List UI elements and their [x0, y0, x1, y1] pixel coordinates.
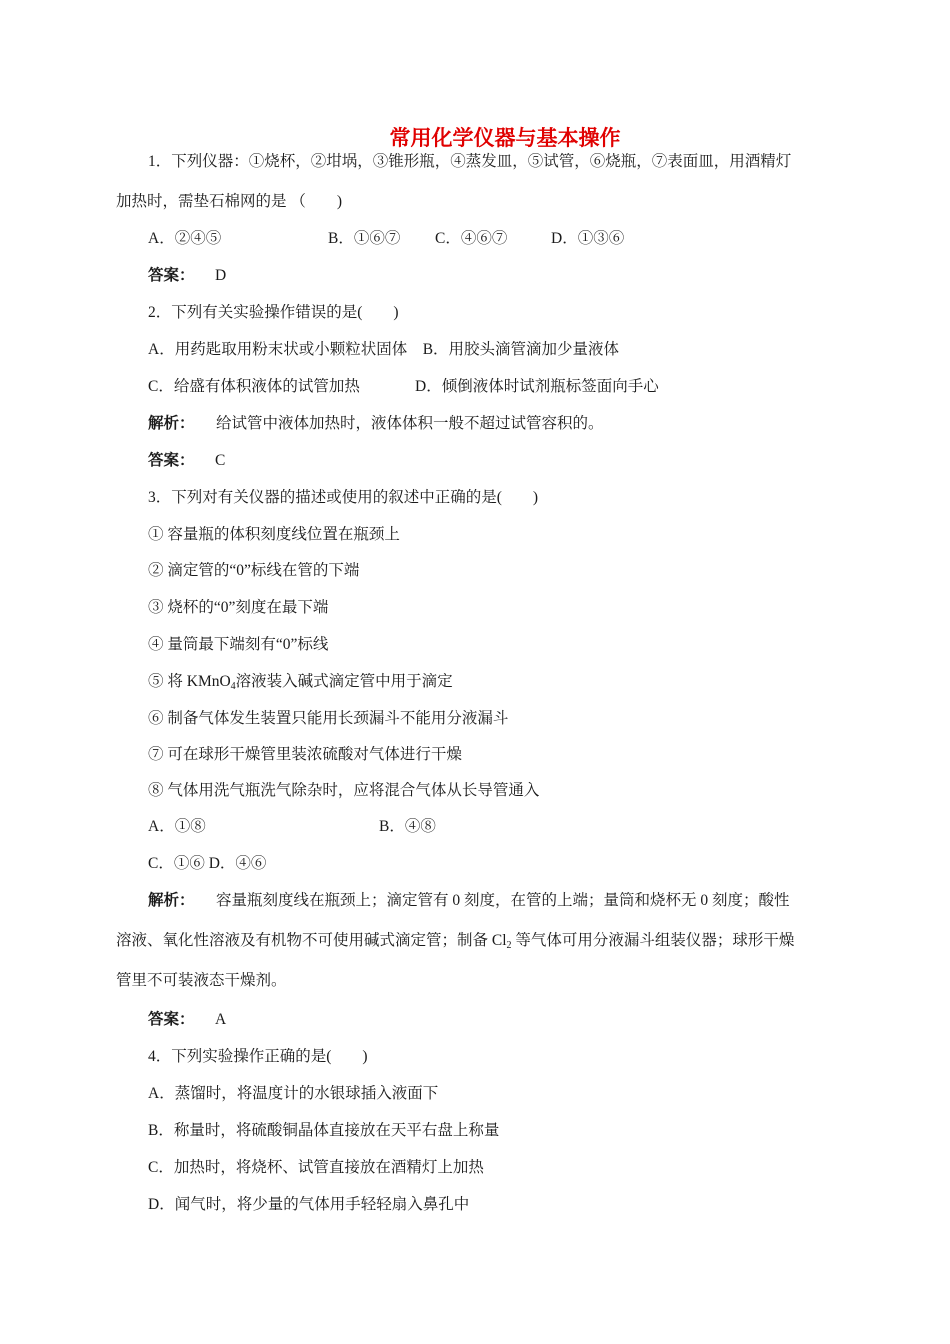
- q2-option-ab: A．用药匙取用粉末状或小颗粒状固体 B．用胶头滴管滴加少量液体: [148, 341, 620, 358]
- q2-option-c: C．给盛有体积液体的试管加热: [148, 378, 360, 395]
- q3-option-cd: C．①⑥ D．④⑥: [148, 855, 267, 872]
- q4-option-c: C．加热时，将烧杯、试管直接放在酒精灯上加热: [148, 1159, 484, 1176]
- q3-analysis-line2-tail: 等气体可用分液漏斗组装仪器；球形干燥: [511, 932, 795, 949]
- q2-analysis-label: 解析：: [148, 415, 195, 432]
- q2-stem: 2．下列有关实验操作错误的是( ): [148, 304, 399, 321]
- q1-option-d: D．①③⑥: [551, 230, 625, 247]
- q3-item-5-subscript: 4: [230, 681, 236, 692]
- q2-answer-label: 答案：: [148, 452, 195, 469]
- q1-stem-line1: 1．下列仪器：①烧杯，②坩埚，③锥形瓶，④蒸发皿，⑤试管，⑥烧瓶，⑦表面皿，用酒精灯: [148, 153, 792, 170]
- q3-stem: 3．下列对有关仪器的描述或使用的叙述中正确的是( ): [148, 489, 539, 506]
- q2-option-d: D．倾倒液体时试剂瓶标签面向手心: [415, 378, 659, 395]
- q2-analysis: 给试管中液体加热时，液体体积一般不超过试管容积的。: [216, 415, 604, 432]
- q4-option-d: D．闻气时，将少量的气体用手轻轻扇入鼻孔中: [148, 1196, 470, 1213]
- q4-stem: 4．下列实验操作正确的是( ): [148, 1048, 368, 1065]
- q3-analysis-line1: 容量瓶刻度线在瓶颈上；滴定管有 0 刻度，在管的上端；量筒和烧杯无 0 刻度；酸性: [216, 892, 790, 909]
- q3-item-7: ⑦ 可在球形干燥管里装浓硫酸对气体进行干燥: [148, 746, 462, 763]
- q3-analysis-subscript: 2: [506, 940, 512, 951]
- q3-analysis-line2: [116, 931, 794, 951]
- q3-item-5-head: ⑤ 将 KMnO: [148, 673, 231, 690]
- q4-option-a: A．蒸馏时，将温度计的水银球插入液面下: [148, 1085, 439, 1102]
- q1-answer-label: 答案：: [148, 267, 195, 284]
- q1-stem-line2: 加热时，需垫石棉网的是 （ ): [116, 193, 343, 210]
- q3-option-a: A．①⑧: [148, 818, 206, 835]
- q1-option-a: A．②④⑤: [148, 230, 222, 247]
- q3-item-4: ④ 量筒最下端刻有“0”标线: [148, 636, 329, 653]
- q3-analysis-line2-head: 溶液、氧化性溶液及有机物不可使用碱式滴定管；制备 Cl: [116, 932, 507, 949]
- q1-option-c: C．④⑥⑦: [435, 230, 508, 247]
- q3-item-8: ⑧ 气体用洗气瓶洗气除杂时，应将混合气体从长导管通入: [148, 782, 540, 799]
- q3-item-5-tail: 溶液装入碱式滴定管中用于滴定: [235, 673, 453, 690]
- q3-option-b: B．④⑧: [379, 818, 436, 835]
- q3-item-3: ③ 烧杯的“0”刻度在最下端: [148, 599, 329, 616]
- q1-option-b: B．①⑥⑦: [328, 230, 401, 247]
- q3-item-5: [148, 672, 453, 692]
- q3-answer-label: 答案：: [148, 1011, 195, 1028]
- q4-option-b: B．称量时，将硫酸铜晶体直接放在天平右盘上称量: [148, 1122, 500, 1139]
- q3-analysis-line3: 管里不可装液态干燥剂。: [116, 972, 287, 989]
- q1-answer: D: [215, 267, 227, 284]
- q2-answer: C: [215, 452, 226, 469]
- page-title: 常用化学仪器与基本操作: [389, 126, 621, 150]
- q3-item-2: ② 滴定管的“0”标线在管的下端: [148, 562, 360, 579]
- q3-analysis-label: 解析：: [148, 892, 195, 909]
- q3-answer: A: [215, 1011, 227, 1028]
- q3-item-6: ⑥ 制备气体发生装置只能用长颈漏斗不能用分液漏斗: [148, 710, 509, 727]
- q3-item-1: ① 容量瓶的体积刻度线位置在瓶颈上: [148, 526, 400, 543]
